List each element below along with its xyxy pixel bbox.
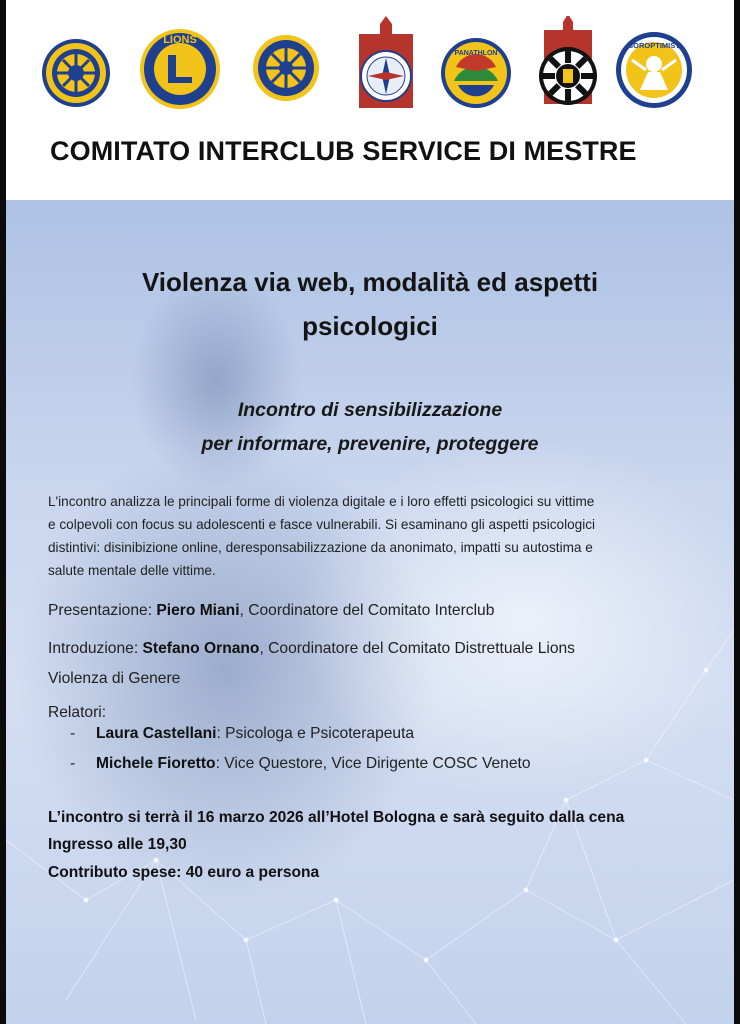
speaker-item <box>70 749 710 779</box>
speaker-name: Laura Castellani <box>96 725 217 742</box>
soroptimist-international-logo-icon <box>616 32 692 108</box>
speaker-dash: - <box>70 755 76 772</box>
entry-time-line: Ingresso alle 19,30 <box>48 836 187 853</box>
organization-title: COMITATO INTERCLUB SERVICE DI MESTRE <box>50 136 637 166</box>
fee-line: Contributo spese: 40 euro a persona <box>48 864 320 881</box>
speaker-name: Michele Fioretto <box>96 755 216 772</box>
right-frame-edge <box>734 0 740 1024</box>
abstract-line: e colpevoli con focus su adolescenti e fasce vulnerabili. Si esaminano gli aspetti psicologici <box>48 517 596 532</box>
presentation-role: , Coordinatore del Comitato Interclub <box>239 602 495 619</box>
soroptimist-logo-text: SOROPTIMIST <box>628 41 680 50</box>
event-date-line: L’incontro si terrà il 16 marzo 2026 all’Hotel Bologna e sarà seguito dalla cena <box>48 809 625 826</box>
speaker-role: : Psicologa e Psicoterapeuta <box>216 725 415 742</box>
speakers-label: Relatori: <box>48 704 107 721</box>
panathlon-logo-icon <box>441 38 511 108</box>
presentation-label: Presentazione: <box>48 602 157 619</box>
lions-logo-text: LIONS <box>163 34 197 46</box>
header <box>6 0 734 200</box>
event-subtitle-line-2: per informare, prevenire, proteggere <box>201 433 539 455</box>
speakers-list <box>70 719 710 779</box>
introduction-line <box>48 634 708 694</box>
round-table-logo-icon <box>539 16 597 105</box>
introduction-name: Stefano Ornano <box>142 640 260 657</box>
event-title-line-2: psicologici <box>302 311 438 341</box>
speaker-role: : Vice Questore, Vice Dirigente COSC Veneto <box>215 755 531 772</box>
logos-row <box>40 16 700 116</box>
event-subtitle <box>46 393 694 461</box>
abstract-line: L'incontro analizza le principali forme di violenza digitale e i loro effetti psicologici su vittime <box>48 494 595 509</box>
speaker-dash: - <box>70 725 76 742</box>
event-title <box>46 260 694 348</box>
introduction-role: , Coordinatore del Comitato Distrettuale Lions <box>259 640 575 657</box>
poster-body <box>6 200 734 1024</box>
introduction-role-continued: Violenza di Genere <box>48 670 181 687</box>
abstract-line: distintivi: disinibizione online, deresponsabilizzazione da anonimato, impatti su autostima e <box>48 540 593 555</box>
lions-international-logo-icon <box>140 29 220 109</box>
panathlon-logo-text: PANATHLON <box>454 50 498 57</box>
event-abstract <box>48 490 698 582</box>
rotary-international-logo-icon <box>253 35 319 101</box>
speaker-item <box>70 719 710 749</box>
presentation-name: Piero Miani <box>156 602 240 619</box>
abstract-line: salute mentale delle vittime. <box>48 563 216 578</box>
event-title-line-1: Violenza via web, modalità ed aspetti <box>141 267 599 297</box>
event-subtitle-line-1: Incontro di sensibilizzazione <box>237 399 503 421</box>
club-crest-compass-logo-icon <box>359 16 413 108</box>
rotary-wheel-logo-yellow-icon <box>42 39 110 107</box>
introduction-label: Introduzione: <box>48 640 143 657</box>
presentation-line <box>48 596 708 626</box>
